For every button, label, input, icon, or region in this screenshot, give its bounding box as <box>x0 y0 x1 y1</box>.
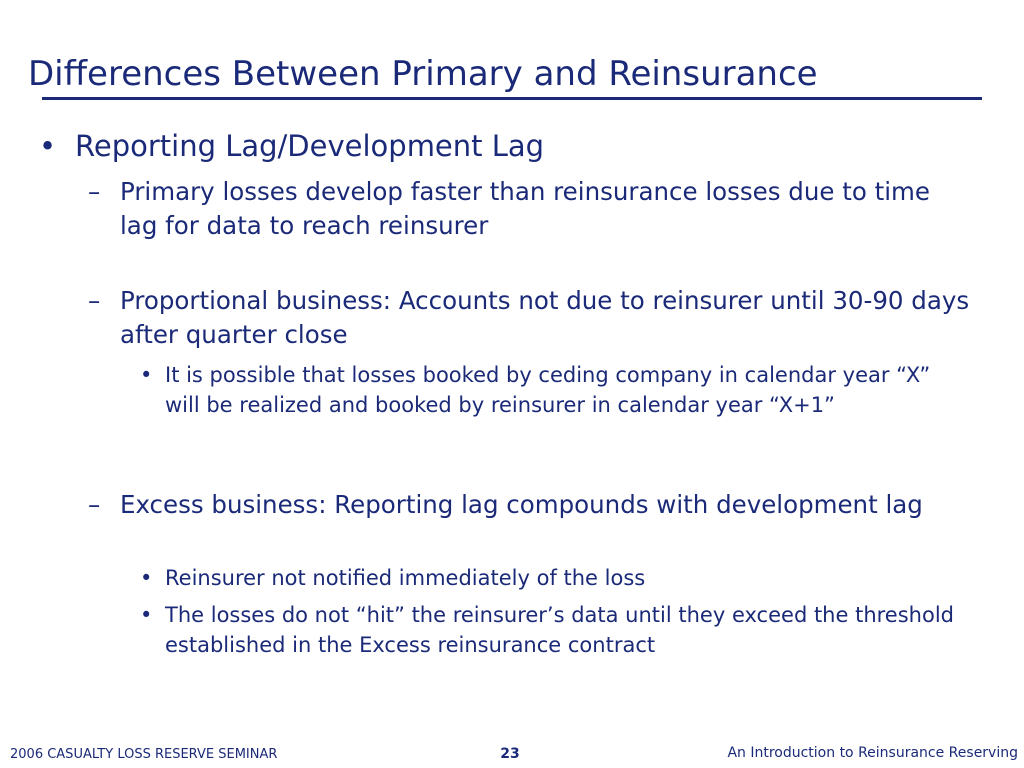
dash-marker: – <box>88 177 101 206</box>
detail-bullet-calendar-year <box>140 360 965 420</box>
main-bullet-text: Reporting Lag/Development Lag <box>75 129 545 163</box>
sub-bullet-primary-losses <box>88 175 970 243</box>
bullet-marker: • <box>140 363 153 387</box>
sub-bullet-text: Proportional business: Accounts not due to reinsurer until 30-90 days after quarter close <box>120 286 970 349</box>
slide-title: Differences Between Primary and Reinsurance <box>28 54 818 94</box>
detail-bullet-text: The losses do not “hit” the reinsurer’s data until they exceed the threshold established in the Excess reinsurance contract <box>165 603 954 657</box>
bullet-marker: • <box>140 603 153 627</box>
bullet-marker: • <box>140 566 153 590</box>
detail-bullet-not-notified <box>140 563 965 593</box>
dash-marker: – <box>88 286 101 315</box>
detail-bullet-threshold <box>140 600 965 660</box>
sub-bullet-excess-business <box>88 488 970 522</box>
bullet-marker: • <box>39 129 57 163</box>
sub-bullet-text: Excess business: Reporting lag compounds with development lag <box>120 490 923 519</box>
footer-page-number: 23 <box>500 746 520 762</box>
sub-bullet-proportional-business <box>88 284 970 352</box>
footer-seminar-name: 2006 CASUALTY LOSS RESERVE SEMINAR <box>10 747 278 762</box>
detail-bullet-text: Reinsurer not notified immediately of the loss <box>165 566 646 590</box>
main-bullet <box>39 128 975 164</box>
title-underline <box>42 97 982 100</box>
footer-presentation-title: An Introduction to Reinsurance Reserving <box>727 745 1018 761</box>
sub-bullet-text: Primary losses develop faster than reinsurance losses due to time lag for data to reach reinsurer <box>120 177 930 240</box>
dash-marker: – <box>88 490 101 519</box>
detail-bullet-text: It is possible that losses booked by ceding company in calendar year “X” will be realized and booked by reinsurer in calendar year “X+1” <box>165 363 931 417</box>
